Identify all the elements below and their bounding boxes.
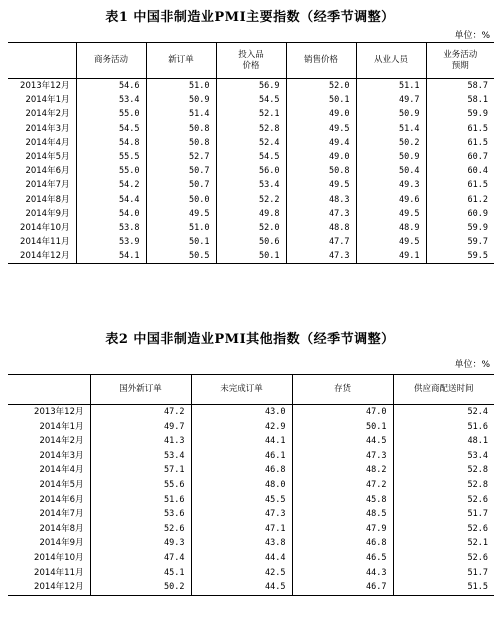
table1-cell: 53.8 — [76, 221, 146, 235]
table2-row-label: 2014年7月 — [39, 509, 84, 520]
table2-cell: 52.6 — [393, 551, 494, 566]
table1-cell: 49.0 — [286, 150, 356, 164]
table1-cell: 61.5 — [426, 136, 494, 150]
table2-cell: 44.1 — [191, 434, 292, 449]
table1-cell: 50.7 — [146, 178, 216, 192]
table2-cell: 47.9 — [292, 522, 393, 537]
table1-cell: 58.1 — [426, 93, 494, 107]
table1-cell: 49.4 — [286, 136, 356, 150]
table1-cell: 50.1 — [286, 93, 356, 107]
table2-cell: 51.6 — [393, 420, 494, 435]
table2-row-label: 2014年5月 — [39, 479, 84, 490]
table1-row-label: 2014年7月 — [25, 180, 70, 191]
table2-row-label: 2014年2月 — [39, 436, 84, 447]
table2-row-label: 2014年9月 — [39, 538, 84, 549]
table1-header: 商务活动 — [76, 43, 146, 79]
table2-title: 表2 中国非制造业PMI其他指数（经季节调整） — [105, 332, 395, 347]
table1-row-label: 2014年12月 — [20, 251, 70, 262]
table1-cell: 52.0 — [286, 79, 356, 94]
table2-cell: 53.4 — [90, 449, 191, 464]
table1-row-label: 2014年5月 — [25, 152, 70, 163]
table1-row — [8, 178, 494, 192]
table1-title: 表1 中国非制造业PMI主要指数（经季节调整） — [105, 10, 395, 25]
table2-row — [8, 536, 494, 551]
table2-cell: 44.5 — [292, 434, 393, 449]
table2-row — [8, 478, 494, 493]
table1-cell: 49.5 — [146, 207, 216, 221]
table2-cell: 46.7 — [292, 580, 393, 595]
table2-row-label: 2014年10月 — [34, 552, 84, 563]
table2-header: 未完成订单 — [191, 375, 292, 405]
table1-header: 新订单 — [146, 43, 216, 79]
table2-cell: 48.1 — [393, 434, 494, 449]
table2-cell: 47.3 — [292, 449, 393, 464]
table2-cell: 52.1 — [393, 536, 494, 551]
table1-cell: 49.8 — [216, 207, 286, 221]
table1-row-label: 2014年11月 — [20, 237, 70, 248]
table2-row-label: 2014年1月 — [39, 421, 84, 432]
table1-cell: 60.4 — [426, 164, 494, 178]
table2-cell: 44.3 — [292, 566, 393, 581]
table1-cell: 48.9 — [356, 221, 426, 235]
table1-cell: 55.0 — [76, 164, 146, 178]
table1-cell: 54.5 — [216, 93, 286, 107]
table1-row-label: 2014年9月 — [25, 208, 70, 219]
table1-cell: 50.9 — [146, 93, 216, 107]
table1-cell: 50.1 — [146, 235, 216, 249]
table2-unit: 单位：% — [454, 360, 490, 370]
table2-cell: 44.4 — [191, 551, 292, 566]
table1-cell: 49.5 — [286, 122, 356, 136]
table1-cell: 50.4 — [356, 164, 426, 178]
table2-cell: 51.6 — [90, 493, 191, 508]
table1-cell: 54.0 — [76, 207, 146, 221]
table1-row — [8, 235, 494, 249]
table1-cell: 49.5 — [286, 178, 356, 192]
table1-cell: 50.5 — [146, 249, 216, 264]
table2-row — [8, 463, 494, 478]
table1-cell: 60.7 — [426, 150, 494, 164]
table1-cell: 47.3 — [286, 249, 356, 264]
table2-cell: 47.1 — [191, 522, 292, 537]
table1-cell: 61.2 — [426, 193, 494, 207]
table2-cell: 47.4 — [90, 551, 191, 566]
table2-cell: 52.8 — [393, 463, 494, 478]
table1-cell: 61.5 — [426, 178, 494, 192]
table1-cell: 55.0 — [76, 107, 146, 121]
table2-cell: 48.0 — [191, 478, 292, 493]
table2-cell: 52.4 — [393, 405, 494, 420]
table1-cell: 54.8 — [76, 136, 146, 150]
table1-cell: 54.2 — [76, 178, 146, 192]
table1-cell: 49.0 — [286, 107, 356, 121]
table1-cell: 51.0 — [146, 221, 216, 235]
table1-cell: 53.9 — [76, 235, 146, 249]
table1-cell: 59.9 — [426, 221, 494, 235]
table1-cell: 54.5 — [216, 150, 286, 164]
table1-cell: 52.7 — [146, 150, 216, 164]
table1-unit: 单位：% — [454, 31, 490, 41]
table1-row — [8, 150, 494, 164]
table2-cell: 53.6 — [90, 507, 191, 522]
table2-row-label: 2014年4月 — [39, 465, 84, 476]
table2-cell: 52.6 — [393, 493, 494, 508]
table2-row — [8, 493, 494, 508]
table1-cell: 52.0 — [216, 221, 286, 235]
table1-cell: 49.5 — [356, 235, 426, 249]
table1-cell: 52.2 — [216, 193, 286, 207]
table1-row-label: 2014年1月 — [25, 95, 70, 106]
table2-cell: 53.4 — [393, 449, 494, 464]
table1-cell: 55.5 — [76, 150, 146, 164]
table1-row-label: 2014年6月 — [25, 166, 70, 177]
table1-cell: 59.9 — [426, 107, 494, 121]
table2-row-label: 2014年8月 — [39, 523, 84, 534]
table2-row-label: 2014年12月 — [34, 582, 84, 593]
table1-cell: 56.9 — [216, 79, 286, 94]
table1-cell: 56.0 — [216, 164, 286, 178]
table1-row — [8, 164, 494, 178]
table1-cell: 50.9 — [356, 150, 426, 164]
table2-cell: 51.7 — [393, 566, 494, 581]
table1-cell: 50.8 — [286, 164, 356, 178]
table1-header — [8, 43, 76, 79]
table1-cell: 50.9 — [356, 107, 426, 121]
table2-cell: 47.0 — [292, 405, 393, 420]
table2-cell: 47.2 — [292, 478, 393, 493]
table1-cell: 53.4 — [216, 178, 286, 192]
table1-cell: 50.8 — [146, 136, 216, 150]
table2-cell: 47.2 — [90, 405, 191, 420]
table2-row-label: 2014年11月 — [34, 567, 84, 578]
table1-row — [8, 221, 494, 235]
table1-header: 业务活动 预期 — [426, 43, 494, 79]
table1-header-row — [8, 43, 494, 79]
table1-row-label: 2014年3月 — [25, 123, 70, 134]
table1-cell: 51.4 — [356, 122, 426, 136]
table1-cell: 50.0 — [146, 193, 216, 207]
table1-cell: 52.8 — [216, 122, 286, 136]
table2-row-label: 2013年12月 — [34, 407, 84, 417]
table1-cell: 54.4 — [76, 193, 146, 207]
table1-cell: 49.5 — [356, 207, 426, 221]
table1-row — [8, 107, 494, 121]
table2 — [8, 374, 494, 596]
table1-cell: 50.1 — [216, 249, 286, 264]
table2-cell: 48.5 — [292, 507, 393, 522]
table1 — [8, 42, 494, 264]
table2-cell: 46.5 — [292, 551, 393, 566]
table2-cell: 51.7 — [393, 507, 494, 522]
table2-row — [8, 449, 494, 464]
table1-row — [8, 136, 494, 150]
table2-cell: 47.3 — [191, 507, 292, 522]
table2-header: 国外新订单 — [90, 375, 191, 405]
table1-cell: 49.7 — [356, 93, 426, 107]
table1-cell: 47.7 — [286, 235, 356, 249]
table2-row — [8, 434, 494, 449]
table2-cell: 46.1 — [191, 449, 292, 464]
table1-cell: 48.8 — [286, 221, 356, 235]
table2-header — [8, 375, 90, 405]
table2-row-label: 2014年3月 — [39, 450, 84, 461]
table1-cell: 51.0 — [146, 79, 216, 94]
table2-cell: 43.8 — [191, 536, 292, 551]
table2-cell: 48.2 — [292, 463, 393, 478]
table2-row — [8, 522, 494, 537]
table2-cell: 43.0 — [191, 405, 292, 420]
table1-cell: 49.6 — [356, 193, 426, 207]
table2-cell: 42.9 — [191, 420, 292, 435]
table2-row — [8, 507, 494, 522]
table1-row — [8, 122, 494, 136]
table1-cell: 52.4 — [216, 136, 286, 150]
table1-cell: 60.9 — [426, 207, 494, 221]
table1-row — [8, 207, 494, 221]
table1-cell: 51.4 — [146, 107, 216, 121]
table2-cell: 55.6 — [90, 478, 191, 493]
table1-row-label: 2013年12月 — [20, 81, 70, 92]
table1-header: 投入品 价格 — [216, 43, 286, 79]
table2-row — [8, 551, 494, 566]
table2-header: 存货 — [292, 375, 393, 405]
table1-row — [8, 79, 494, 94]
table1-cell: 50.8 — [146, 122, 216, 136]
table1-cell: 48.3 — [286, 193, 356, 207]
table2-row — [8, 566, 494, 581]
table1-cell: 50.2 — [356, 136, 426, 150]
table1-row-label: 2014年8月 — [25, 194, 70, 205]
table2-cell: 50.1 — [292, 420, 393, 435]
table1-row-label: 2014年2月 — [25, 109, 70, 120]
table1-cell: 50.7 — [146, 164, 216, 178]
table1-cell: 53.4 — [76, 93, 146, 107]
table1-row-label: 2014年4月 — [25, 137, 70, 148]
table2-cell: 45.1 — [90, 566, 191, 581]
table1-cell: 49.3 — [356, 178, 426, 192]
table2-cell: 46.8 — [191, 463, 292, 478]
table1-header: 从业人员 — [356, 43, 426, 79]
table2-cell: 49.7 — [90, 420, 191, 435]
table2-cell: 52.8 — [393, 478, 494, 493]
table2-cell: 52.6 — [90, 522, 191, 537]
table2-row — [8, 580, 494, 595]
table1-row — [8, 93, 494, 107]
table2-header: 供应商配送时间 — [393, 375, 494, 405]
table2-row-label: 2014年6月 — [39, 494, 84, 505]
table2-cell: 41.3 — [90, 434, 191, 449]
table2-cell: 50.2 — [90, 580, 191, 595]
table2-cell: 45.8 — [292, 493, 393, 508]
table1-cell: 59.7 — [426, 235, 494, 249]
table1-cell: 54.5 — [76, 122, 146, 136]
table2-cell: 42.5 — [191, 566, 292, 581]
table2-cell: 52.6 — [393, 522, 494, 537]
table2-cell: 45.5 — [191, 493, 292, 508]
table1-cell: 54.6 — [76, 79, 146, 94]
table1-cell: 61.5 — [426, 122, 494, 136]
table1-cell: 51.1 — [356, 79, 426, 94]
table1-cell: 47.3 — [286, 207, 356, 221]
table1-row — [8, 249, 494, 264]
table2-cell: 51.5 — [393, 580, 494, 595]
table2-cell: 46.8 — [292, 536, 393, 551]
table1-row-label: 2014年10月 — [20, 222, 70, 233]
table1-row — [8, 193, 494, 207]
table1-header: 销售价格 — [286, 43, 356, 79]
table1-cell: 49.1 — [356, 249, 426, 264]
table2-row — [8, 405, 494, 420]
table2-header-row — [8, 375, 494, 405]
table2-cell: 44.5 — [191, 580, 292, 595]
table2-cell: 57.1 — [90, 463, 191, 478]
table2-cell: 49.3 — [90, 536, 191, 551]
table2-row — [8, 420, 494, 435]
table1-cell: 50.6 — [216, 235, 286, 249]
table1-cell: 54.1 — [76, 249, 146, 264]
table1-cell: 59.5 — [426, 249, 494, 264]
table1-cell: 52.1 — [216, 107, 286, 121]
table1-cell: 58.7 — [426, 79, 494, 94]
